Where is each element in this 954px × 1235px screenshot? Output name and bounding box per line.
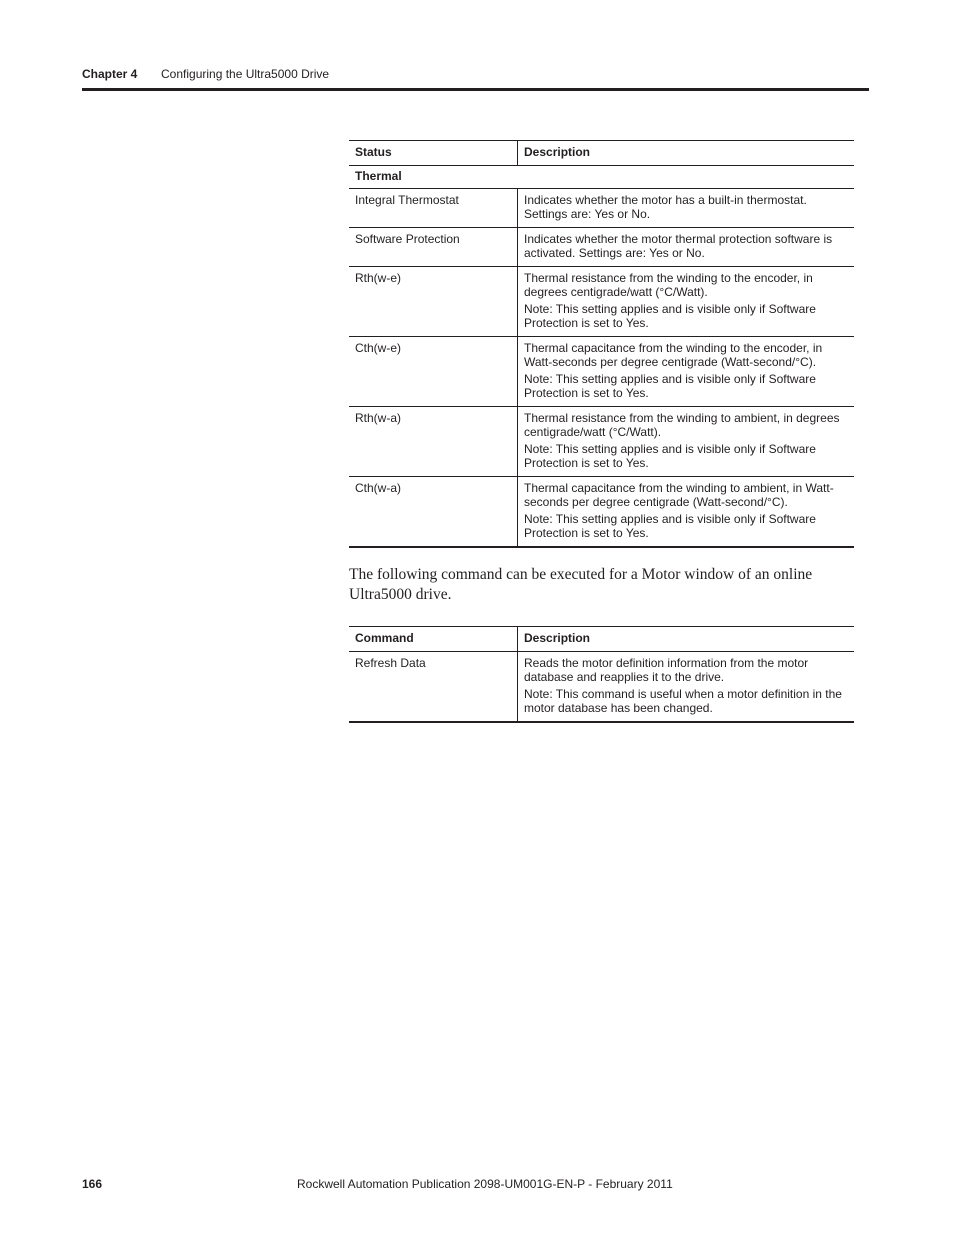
column-header-description: Description: [524, 145, 591, 159]
row-status-name: Rth(w-a): [349, 407, 518, 477]
description-note: Note: This setting applies and is visible only if Software Protection is set to Yes.: [524, 302, 816, 330]
table-row: [349, 337, 854, 407]
section-row-thermal: [349, 166, 854, 189]
row-description: [518, 407, 855, 477]
column-header-status: Status: [349, 141, 518, 166]
description-text: Thermal capacitance from the winding to the encoder, in Watt-seconds per degree centigrade (Watt-second/°C).: [524, 341, 823, 369]
description-text: Thermal resistance from the winding to the encoder, in degrees centigrade/watt (°C/Watt).: [524, 271, 813, 299]
description-text: Thermal capacitance from the winding to ambient, in Watt-seconds per degree centigrade (Watt-second/°C).: [524, 481, 834, 509]
description-note: Note: This setting applies and is visible only if Software Protection is set to Yes.: [524, 372, 816, 400]
row-description: [518, 477, 855, 548]
page-number: 166: [82, 1177, 103, 1191]
chapter-label: Chapter 4: [82, 67, 138, 81]
description-note: Note: This setting applies and is visible only if Software Protection is set to Yes.: [524, 512, 816, 540]
row-description: [518, 228, 855, 267]
page-header: [82, 66, 329, 82]
row-description: [518, 189, 855, 228]
row-status-name: Software Protection: [349, 228, 518, 267]
row-status-name: Rth(w-e): [349, 267, 518, 337]
table-row: [349, 228, 854, 267]
table-row: [349, 189, 854, 228]
description-note: Note: This command is useful when a motor definition in the motor database has been changed.: [524, 687, 842, 715]
table-header-row: [349, 627, 854, 652]
table-row: [349, 477, 854, 548]
row-command-name: Refresh Data: [349, 652, 518, 723]
table-row: [349, 407, 854, 477]
status-table: [349, 140, 854, 548]
row-status-name: Cth(w-e): [349, 337, 518, 407]
description-text: Indicates whether the motor has a built-in thermostat. Settings are: Yes or No.: [524, 193, 807, 221]
description-text: Indicates whether the motor thermal protection software is activated. Settings are: Yes or No.: [524, 232, 833, 260]
row-description: [518, 337, 855, 407]
column-header-command: Command: [349, 627, 518, 652]
table-row: [349, 267, 854, 337]
chapter-title: Configuring the Ultra5000 Drive: [161, 67, 330, 81]
row-description: [518, 652, 855, 723]
table-header-row: [349, 141, 854, 166]
row-description: [518, 267, 855, 337]
table-row: [349, 652, 854, 723]
header-rule: [82, 88, 869, 91]
description-text: Thermal resistance from the winding to ambient, in degrees centigrade/watt (°C/Watt).: [524, 411, 840, 439]
command-table: [349, 626, 854, 723]
description-text: Reads the motor definition information from the motor database and reapplies it to the drive.: [524, 656, 809, 684]
column-header-description: Description: [524, 631, 591, 645]
description-note: Note: This setting applies and is visible only if Software Protection is set to Yes.: [524, 442, 816, 470]
row-status-name: Cth(w-a): [349, 477, 518, 548]
row-status-name: Integral Thermostat: [349, 189, 518, 228]
section-label: Thermal: [355, 169, 402, 183]
publication-info: Rockwell Automation Publication 2098-UM001G-EN-P - February 2011: [297, 1177, 673, 1191]
intro-paragraph: The following command can be executed for a Motor window of an online Ultra5000 drive.: [349, 566, 813, 603]
